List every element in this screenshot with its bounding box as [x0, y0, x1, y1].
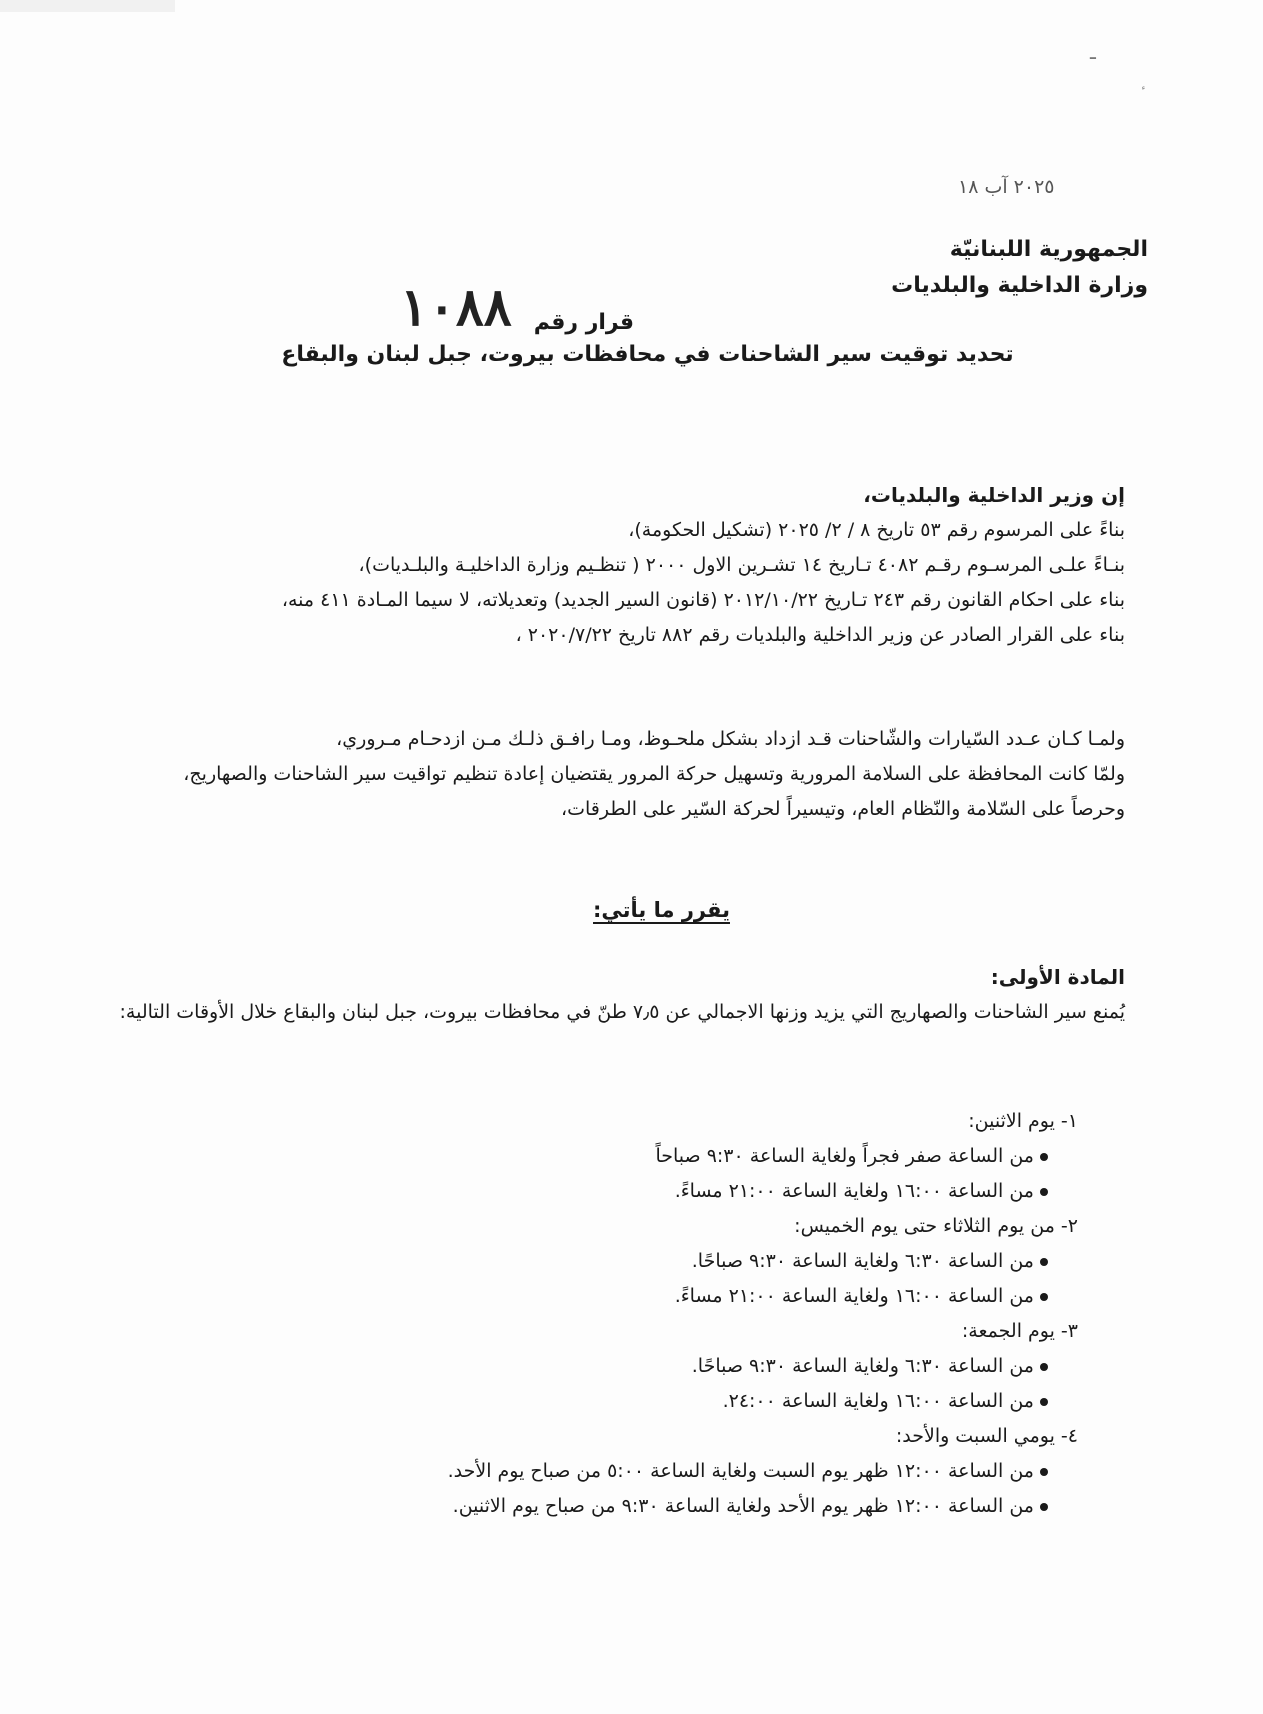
- decision-number: ١٠٨٨: [400, 277, 512, 338]
- decision-number-line: [400, 277, 634, 348]
- decision-label: قرار رقم: [533, 309, 634, 335]
- schedule-slot: من الساعة ٦:٣٠ ولغاية الساعة ٩:٣٠ صباحًا.: [128, 1244, 1078, 1279]
- whereas-line: وحرصاً على السّلامة والنّظام العام، وتيسيراً لحركة السّير على الطرقات،: [560, 798, 1125, 820]
- decides-heading: [0, 898, 1263, 922]
- bullet-icon: [1040, 1258, 1048, 1266]
- bullet-icon: [1040, 1468, 1048, 1476]
- schedule-slot: من الساعة ١٦:٠٠ ولغاية الساعة ٢١:٠٠ مساءً.: [128, 1279, 1078, 1314]
- article-title: المادة الأولى:: [990, 965, 1125, 989]
- preamble-line: بناء على احكام القانون رقم ٢٤٣ تـاريخ ٢٠١٢/١٠/٢٢ (قانون السير الجديد) وتعديلاته، لا سيما المـادة ٤١١ منه،: [281, 589, 1125, 611]
- whereas-line: ولمـا كـان عـدد السّيارات والشّاحنات قـد ازداد بشكل ملحـوظ، ومـا رافـق ذلـك مـن ازدحـام مـروري،: [336, 728, 1125, 750]
- republic-name: الجمهورية اللبنانيّة: [949, 237, 1148, 262]
- letterhead: [891, 232, 1148, 304]
- schedule-slot: من الساعة ٦:٣٠ ولغاية الساعة ٩:٣٠ صباحًا.: [128, 1349, 1078, 1384]
- schedule-day: ٣- يوم الجمعة:: [961, 1320, 1078, 1342]
- schedule-slot: من الساعة ١٢:٠٠ ظهر يوم الأحد ولغاية الساعة ٩:٣٠ من صباح يوم الاثنين.: [128, 1489, 1078, 1524]
- minister-heading: إن وزير الداخلية والبلديات،: [863, 483, 1125, 507]
- whereas-section: [105, 722, 1125, 827]
- ministry-name: وزارة الداخلية والبلديات: [891, 273, 1148, 298]
- scan-mark: ـ: [1090, 40, 1096, 64]
- bullet-icon: [1040, 1293, 1048, 1301]
- schedule-list: [128, 1104, 1078, 1524]
- schedule-slot: من الساعة ١٦:٠٠ ولغاية الساعة ٢٤:٠٠.: [128, 1384, 1078, 1419]
- whereas-line: ولمّا كانت المحافظة على السلامة المرورية وتسهيل حركة المرور يقتضيان إعادة تنظيم تواقيت سير الشاحنات والصهاريج،: [183, 763, 1125, 785]
- bullet-icon: [1040, 1398, 1048, 1406]
- date-stamp: ٢٠٢٥ آب ١٨: [958, 176, 1055, 198]
- bullet-icon: [1040, 1188, 1048, 1196]
- preamble: [105, 478, 1125, 653]
- schedule-day: ٤- يومي السبت والأحد:: [895, 1425, 1078, 1447]
- schedule-day: ١- يوم الاثنين:: [968, 1110, 1078, 1132]
- article-one: [105, 960, 1125, 1030]
- schedule-day: ٢- من يوم الثلاثاء حتى يوم الخميس:: [794, 1215, 1078, 1237]
- bullet-icon: [1040, 1503, 1048, 1511]
- decides-text: يقرر ما يأتي:: [593, 898, 730, 922]
- bullet-icon: [1040, 1363, 1048, 1371]
- preamble-line: بناءً على المرسوم رقم ٥٣ تاريخ ٨ / ٢/ ٢٠٢٥ (تشكيل الحكومة)،: [628, 519, 1125, 541]
- article-text: يُمنع سير الشاحنات والصهاريج التي يزيد وزنها الاجمالي عن ٧٫٥ طنّ في محافظات بيروت، جبل لبنان والبقاع خلال الأوقات التالية:: [119, 1001, 1125, 1023]
- schedule-slot: من الساعة صفر فجراً ولغاية الساعة ٩:٣٠ صباحاً: [128, 1139, 1078, 1174]
- schedule-slot: من الساعة ١٢:٠٠ ظهر يوم السبت ولغاية الساعة ٥:٠٠ من صباح يوم الأحد.: [128, 1454, 1078, 1489]
- preamble-line: بناء على القرار الصادر عن وزير الداخلية والبلديات رقم ٨٨٢ تاريخ ٢٠٢٠/٧/٢٢ ،: [515, 624, 1125, 646]
- preamble-line: بنـاءً علـى المرسـوم رقـم ٤٠٨٢ تـاريخ ١٤ تشـرين الاول ٢٠٠٠ ( تنظـيم وزارة الداخليـة والبلـديات)،: [358, 554, 1125, 576]
- schedule-slot: من الساعة ١٦:٠٠ ولغاية الساعة ٢١:٠٠ مساءً.: [128, 1174, 1078, 1209]
- scan-edge-mark: [0, 0, 175, 12]
- bullet-icon: [1040, 1153, 1048, 1161]
- document-title: تحديد توقيت سير الشاحنات في محافظات بيروت، جبل لبنان والبقاع: [281, 342, 1014, 367]
